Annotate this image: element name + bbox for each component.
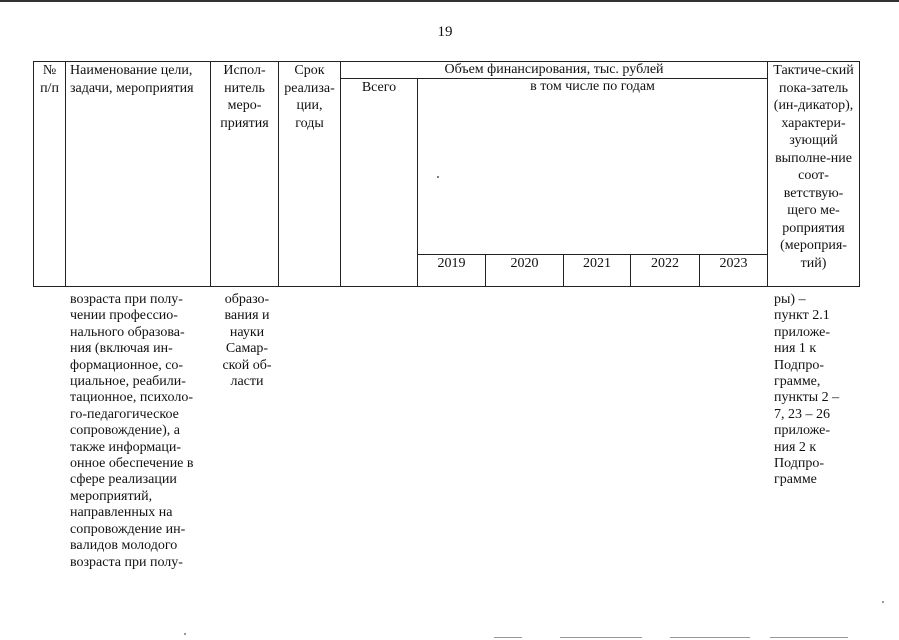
- header-year-2022: 2022: [631, 255, 700, 287]
- tactical-column-text: [774, 292, 856, 489]
- bottom-scan-line: [670, 637, 750, 638]
- header-year-2019: 2019: [418, 255, 486, 287]
- bottom-scan-line: [560, 637, 642, 638]
- header-term: Срок реализа-ции, годы: [279, 62, 341, 287]
- text-line: грамме: [774, 472, 817, 488]
- text-line: сопровождение), а: [70, 423, 180, 439]
- text-line: возраста при полу-: [70, 292, 183, 307]
- top-border-line: [0, 0, 899, 2]
- bottom-scan-line: [770, 637, 848, 638]
- text-line: пункт 2.1: [774, 308, 830, 324]
- text-line: пункты 2 –: [774, 390, 840, 406]
- text-line: тационное, психоло-: [70, 390, 193, 406]
- text-line: ласти: [230, 374, 264, 390]
- text-line: чении профессио-: [70, 308, 178, 324]
- text-line: также информаци-: [70, 439, 181, 455]
- stray-mark: [882, 601, 884, 603]
- text-line: образо-: [224, 292, 270, 307]
- text-line: приложе-: [774, 324, 830, 340]
- header-year-2021: 2021: [564, 255, 631, 287]
- text-line: мероприятий,: [70, 488, 153, 504]
- header-year-2023: 2023: [700, 255, 768, 287]
- text-line: 7, 23 – 26: [774, 406, 830, 422]
- header-name: Наименование цели, задачи, мероприятия: [66, 62, 211, 287]
- text-line: го-педагогическое: [70, 406, 179, 422]
- text-line: ния (включая ин-: [70, 341, 173, 357]
- text-line: валидов молодого: [70, 538, 178, 554]
- page-number: 19: [437, 24, 453, 40]
- text-line: ния 2 к: [774, 439, 817, 455]
- text-line: приложе-: [774, 423, 830, 439]
- executor-column-text: [216, 292, 278, 390]
- header-num: № п/п: [34, 62, 66, 287]
- text-line: направленных на: [70, 505, 173, 521]
- text-line: нального образова-: [70, 324, 185, 340]
- text-line: Подпро-: [774, 357, 824, 373]
- header-year-2020: 2020: [486, 255, 564, 287]
- text-line: вания и: [224, 308, 270, 324]
- text-line: возраста при полу-: [70, 554, 183, 570]
- text-line: сопровождение ин-: [70, 521, 186, 537]
- header-executor: Испол-нитель меро-приятия: [211, 62, 279, 287]
- header-total: Всего: [341, 79, 418, 287]
- header-by-years: в том числе по годам: [418, 79, 768, 255]
- text-line: Подпро-: [774, 456, 824, 472]
- header-financing: Объем финансирования, тыс. рублей: [341, 62, 768, 79]
- text-line: циальное, реабили-: [70, 374, 186, 390]
- text-line: онное обеспечение в: [70, 456, 194, 472]
- text-line: сфере реализации: [70, 472, 177, 488]
- header-tactical: Тактиче-ский пока-затель (ин-дикатор), характери-зующий выполне-ние соот-ветствую-щего ме-роприятия (мероприя-тий): [768, 62, 860, 287]
- text-line: грамме,: [774, 374, 821, 390]
- bottom-scan-line: [494, 637, 522, 638]
- table-header: [33, 61, 860, 287]
- stray-mark: [184, 633, 186, 635]
- text-line: ской об-: [222, 357, 272, 373]
- stray-mark: [437, 176, 439, 178]
- text-line: ния 1 к: [774, 341, 817, 357]
- text-line: ры) –: [774, 292, 806, 307]
- text-line: Самар-: [225, 341, 269, 357]
- text-line: формационное, со-: [70, 357, 184, 373]
- text-line: науки: [229, 324, 265, 340]
- name-column-text: [70, 292, 206, 571]
